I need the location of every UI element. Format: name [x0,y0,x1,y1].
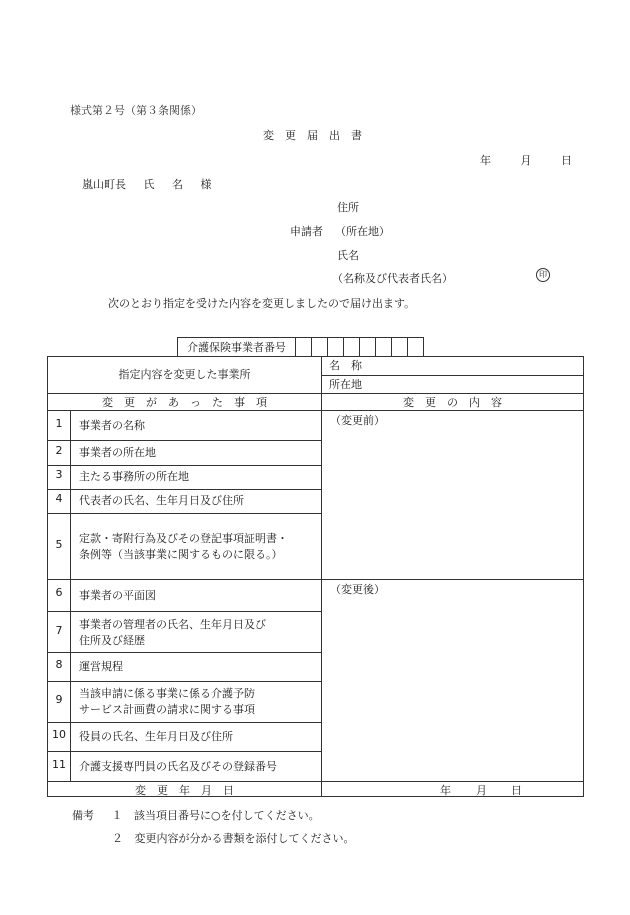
date-month: 月 [520,154,532,167]
form-id: 様式第２号（第３条関係） [70,104,202,117]
divider [48,489,321,490]
note-1-text: 該当項目番号に○を付してください。 [134,809,320,822]
item-number: 2 [55,444,63,457]
item-number: 9 [55,693,63,706]
representative-label: （名称及び代表者氏名） [332,272,453,285]
addressee-shi: 氏 [143,178,155,191]
divider [48,681,321,682]
item-label: 事業者の平面図 [79,589,156,602]
content-header: 変 更 の 内 容 [403,396,502,409]
office-location-label: 所在地 [329,378,362,391]
after-label: （変更後） [330,583,385,596]
item-label-line2: サービス計画費の請求に関する事項 [79,703,255,716]
item-number: 1 [55,417,63,430]
insurance-digit-box[interactable] [312,338,328,357]
item-label: 役員の氏名、生年月日及び住所 [79,730,233,743]
office-name-label: 名 称 [329,359,362,372]
addressee-mei: 名 [172,178,183,191]
before-label: （変更前） [330,414,385,427]
statement: 次のとおり指定を受けた内容を変更しましたので届け出ます。 [108,297,416,310]
note-2 [112,830,355,846]
insurance-digit-box[interactable] [328,338,344,357]
note-2-number: ２ [112,832,123,845]
document-title: 変更届出書 [263,129,373,142]
item-number: 4 [55,492,63,505]
item-label-line2: 条例等（当該事業に関するものに限る。） [79,548,283,561]
item-label: 定款・寄附行為及びその登記事項証明書・ [79,532,288,545]
addressee [82,176,226,192]
item-label: 事業者の名称 [79,419,145,432]
item-number: 3 [55,468,63,481]
change-date-day: 日 [511,784,522,797]
insurance-digit-box[interactable] [360,338,376,357]
divider [48,513,321,514]
item-number: 10 [52,728,66,741]
divider [48,579,584,580]
insurance-number-label: 介護保険事業者番号 [178,338,296,357]
insurance-digit-box[interactable] [392,338,408,357]
note-1 [72,807,320,823]
addressee-office: 嵐山町長 [82,178,126,191]
item-label: 運営規程 [79,660,123,673]
item-label: 事業者の所在地 [79,446,156,459]
change-date-label: 変 更 年 月 日 [135,784,234,797]
date-day: 日 [561,154,572,167]
change-date-month: 月 [476,784,487,797]
change-date-year: 年 [440,784,451,797]
insurance-digit-box[interactable] [296,338,312,357]
item-label: 事業者の管理者の氏名、生年月日及び [79,618,266,631]
address-label: 住所 [337,201,359,214]
item-label: 介護支援専門員の氏名及びその登録番号 [79,760,277,773]
divider [48,722,321,723]
insurance-digit-box[interactable] [344,338,360,357]
name-label: 氏名 [337,249,359,262]
items-header: 変 更 が あ っ た 事 項 [102,396,267,409]
divider [321,357,322,797]
notes-label: 備考 [72,809,94,822]
divider [48,611,321,612]
item-number: 5 [55,538,63,551]
submission-date [480,152,572,168]
divider [48,751,321,752]
divider [48,440,321,441]
note-2-text: 変更内容が分かる書類を添付してください。 [134,832,355,845]
divider [48,652,321,653]
location-label: （所在地） [335,225,390,238]
seal-mark: 印 [536,268,550,282]
item-number: 6 [55,586,63,599]
item-label: 当該申請に係る事業に係る介護予防 [79,687,255,700]
item-label: 代表者の氏名、生年月日及び住所 [79,494,244,507]
note-1-number: １ [111,809,123,822]
change-table [47,356,584,797]
addressee-sama: 様 [200,178,212,191]
divider [48,465,321,466]
item-label-line2: 住所及び経歴 [79,634,145,647]
office-changed-label: 指定内容を変更した事業所 [118,368,251,381]
insurance-number-table [177,337,424,357]
item-number: 8 [55,658,63,671]
applicant-label: 申請者 [290,225,323,238]
item-number: 11 [52,758,66,771]
date-year: 年 [480,154,491,167]
item-number: 7 [55,624,63,637]
item-label: 主たる事務所の所在地 [79,470,189,483]
insurance-digit-box[interactable] [376,338,392,357]
insurance-digit-box[interactable] [408,338,424,357]
